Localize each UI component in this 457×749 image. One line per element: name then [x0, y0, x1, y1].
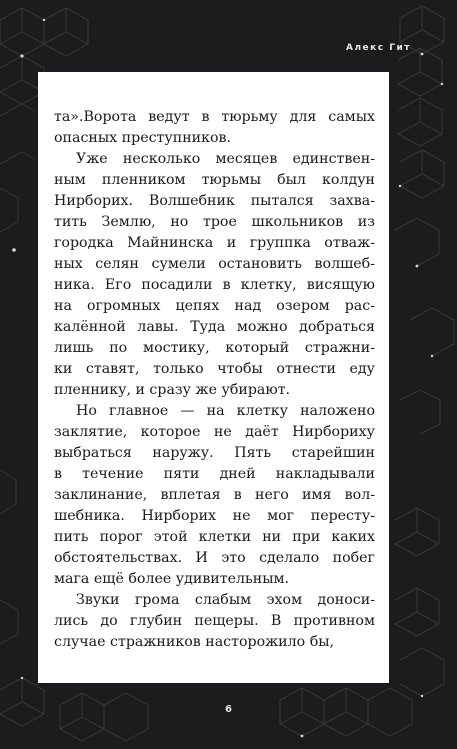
paragraph — [54, 401, 375, 590]
text-line: шебника. Нирборих не мог пересту- — [54, 508, 375, 524]
text-line: та».Ворота ведут в тюрьму для самых — [54, 109, 375, 125]
text-line: ника. Его посадили в клетку, висящую — [54, 277, 375, 293]
text-line: в течение пяти дней накладывали — [54, 466, 375, 482]
text-line: опасных преступников. — [54, 130, 232, 146]
text-line: случае стражников насторожило бы, — [54, 634, 335, 650]
text-line: пить порог этой клетки ни при каких — [54, 529, 375, 545]
text-line: городка Майнинска и группка отваж- — [54, 235, 375, 251]
text-line: тить Землю, но трое школьников из — [54, 214, 375, 230]
text-line: заклятие, которое не даёт Нирбориху — [54, 424, 375, 440]
book-page — [38, 72, 389, 683]
text-line: ным пленником тюрьмы был колдун — [54, 172, 375, 188]
paragraph — [54, 149, 375, 401]
text-line: мага ещё более удивительным. — [54, 571, 290, 587]
text-line: заклинание, вплетая в него имя вол- — [54, 487, 375, 503]
page-number: 6 — [225, 704, 232, 715]
text-line: выбраться наружу. Пять старейшин — [54, 445, 375, 461]
text-line: Нирборих. Волшебник пытался захва- — [54, 193, 375, 209]
text-line: обстоятельствах. И это сделало побег — [54, 550, 375, 566]
page-text — [54, 107, 375, 653]
text-line: Уже несколько месяцев единствен- — [76, 151, 375, 167]
text-line: ки ставят, только чтобы отнести еду — [54, 361, 375, 377]
author-name-header: Алекс Гит — [346, 43, 411, 53]
text-line: Звуки грома слабым эхом доноси- — [76, 592, 375, 608]
paragraph — [54, 590, 375, 653]
paragraph — [54, 107, 375, 149]
text-line: ных селян сумели остановить волшеб- — [54, 256, 375, 272]
text-line: Но главное — на клетку наложено — [76, 403, 375, 419]
text-line: на огромных цепях над озером рас- — [54, 298, 375, 314]
text-line: пленнику, и сразу же убирают. — [54, 382, 291, 398]
text-line: калённой лавы. Туда можно добраться — [54, 319, 375, 335]
text-line: лись до глубин пещеры. В противном — [54, 613, 375, 629]
text-line: лишь по мостику, который стражни- — [54, 340, 375, 356]
